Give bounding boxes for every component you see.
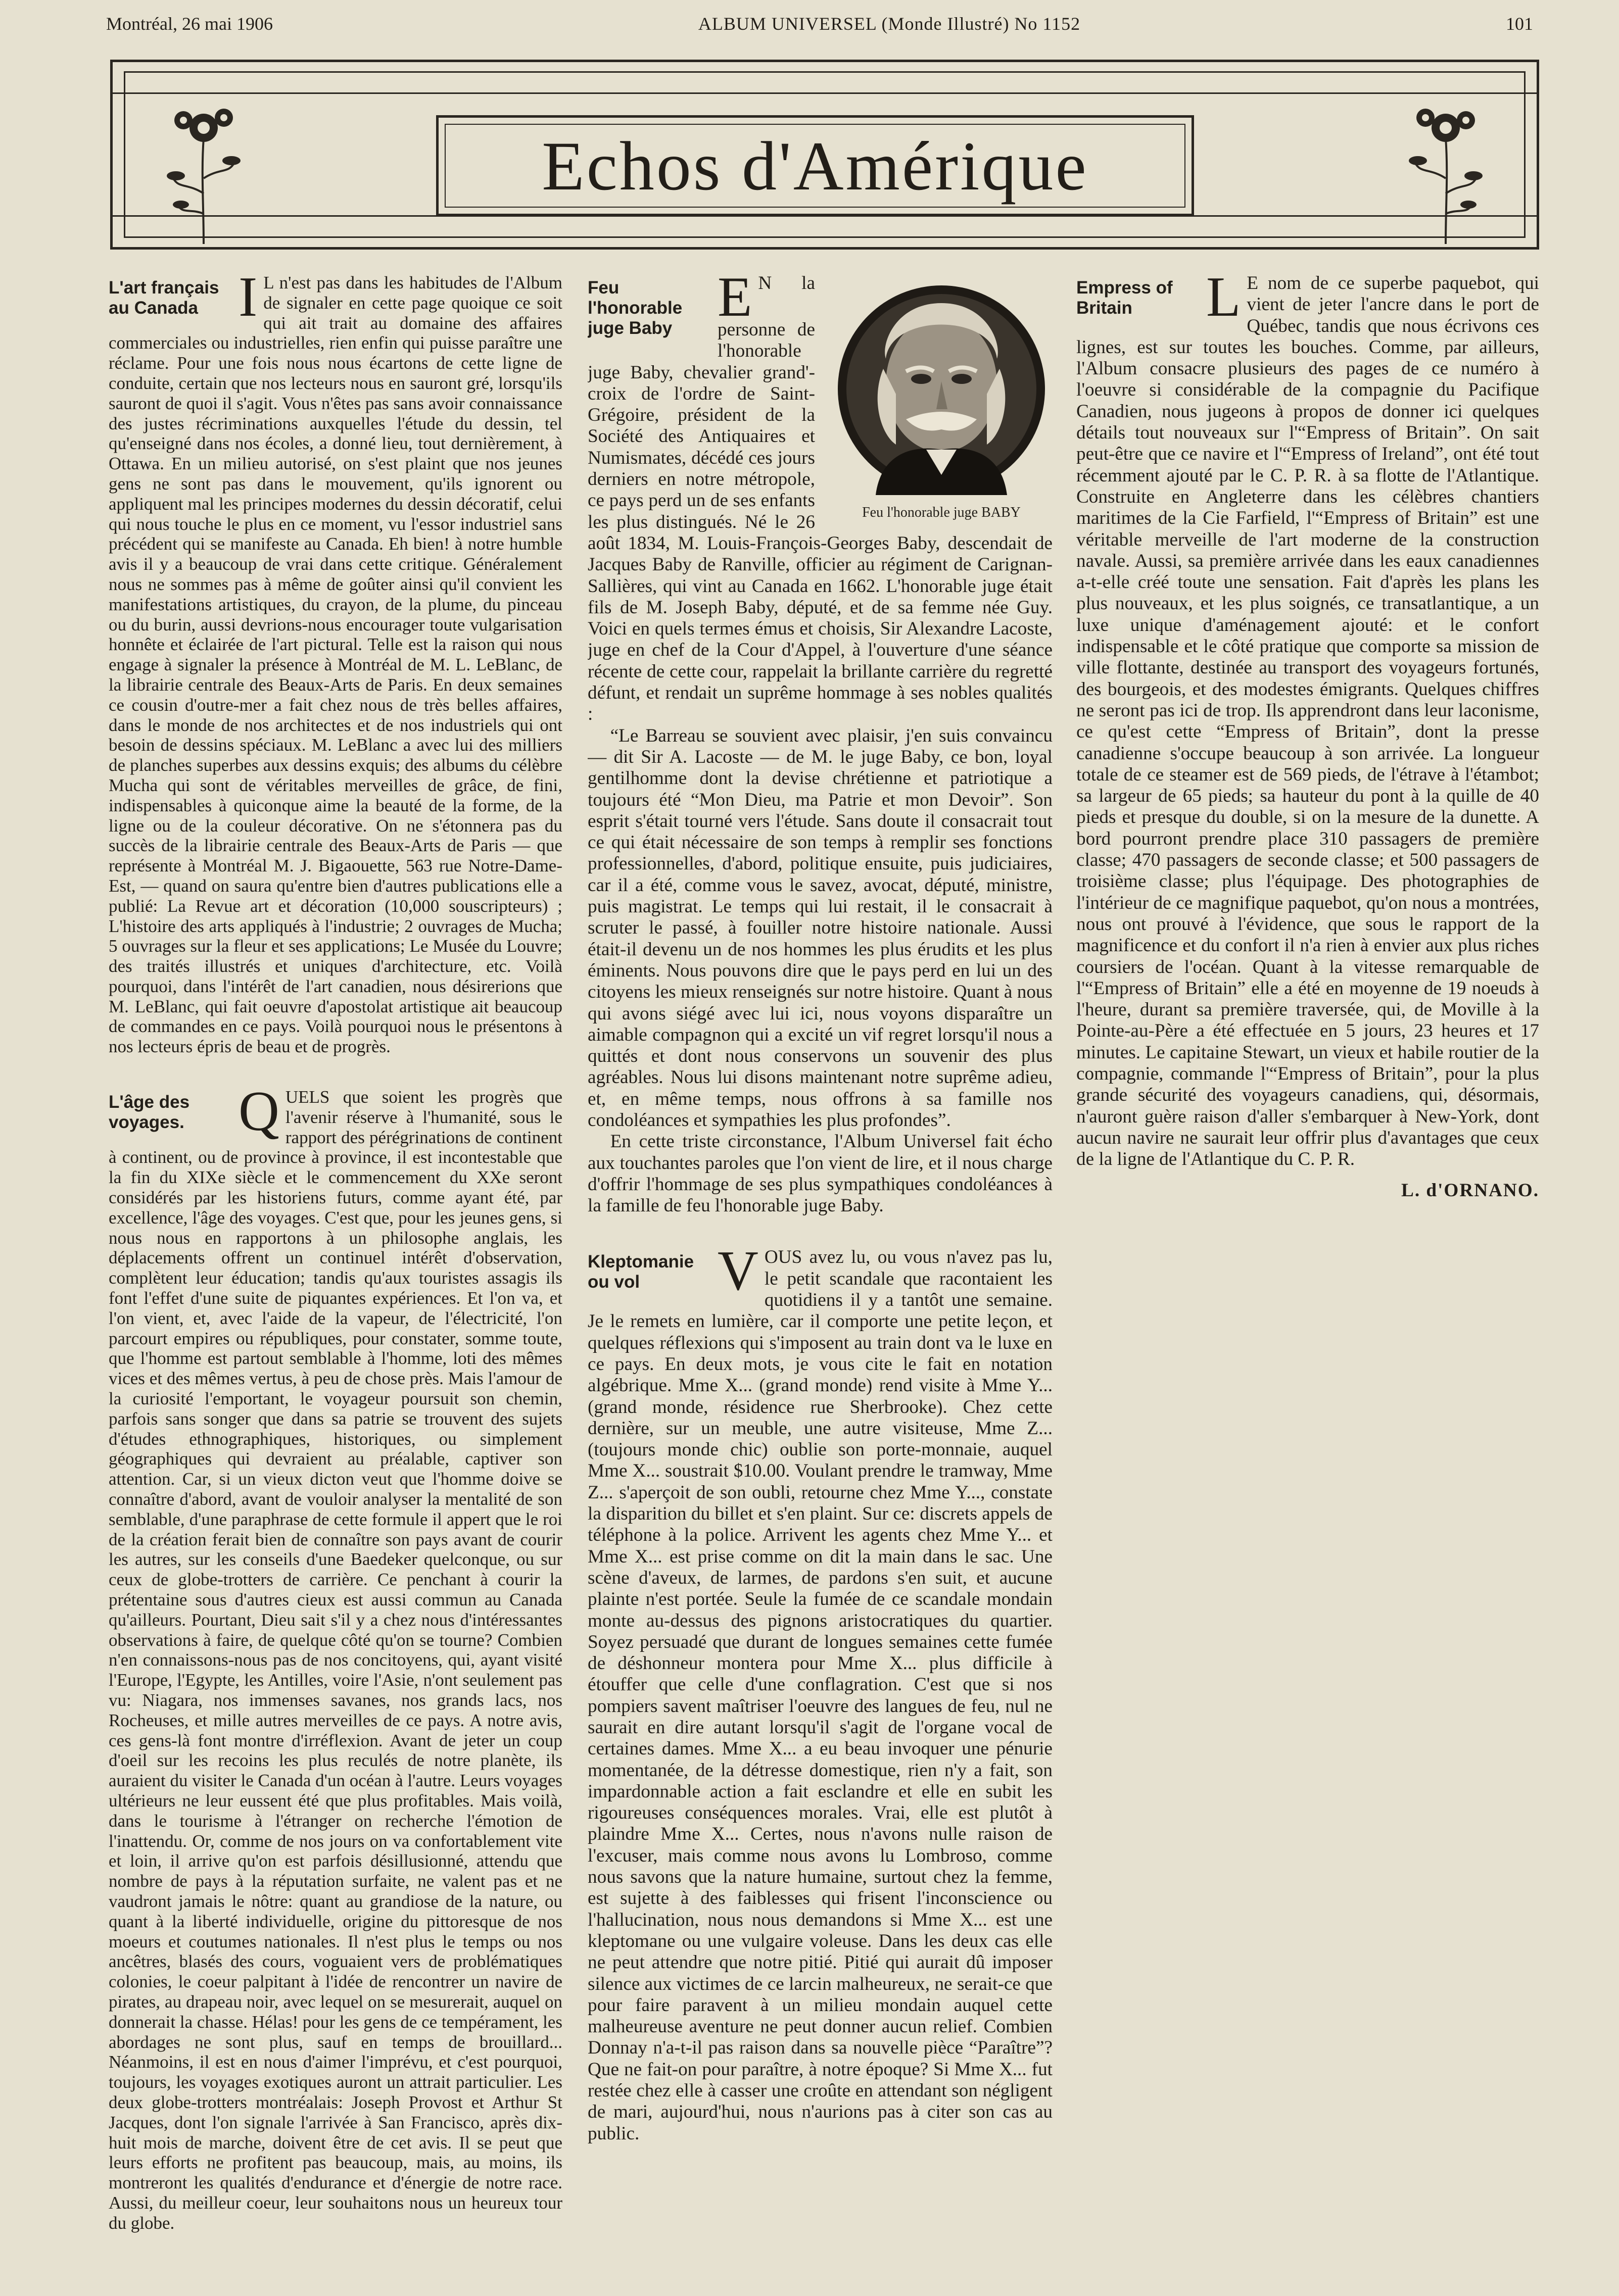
portrait-caption: Feu l'honorable juge BABY <box>862 505 1021 520</box>
article-paragraph: OUS avez lu, ou vous n'avez pas lu, le petit scandale que racontaient les quotidiens il y a tantôt une semaine. Je le remets en lumière, car il comporte une petite leçon, et quelques réflexions qui s'imposent au train dont va le luxe en ce pays. En deux mots, je vous cite le fait en notation algébrique. Mme X... (grand monde) rend visite à Mme Y... (grand monde, résidence rue Sherbrooke). Chez cette dernière, sur un meuble, une autre visiteuse, Mme Z... (toujours monde chic) oublie son porte-monnaie, auquel Mme X... soustrait $10.00. Voulant prendre le tramway, Mme Z... s'aperçoit de son oubli, retourne chez Mme Y..., constate la disparition du billet et s'en plaint. Sur ce: discrets appels de téléphone à la police. Arrivent les agents chez Mme Y... et Mme X... est prise comme on dit la main dans le sac. Une scène d'aveux, de larmes, de pardons s'en suit, et aucune plainte n'est portée. Seule la fumée de ce scandale mondain monte au-dessus des pignons aristocratiques du quartier. Soyez persuadé que durant de longues semaines cette fumée de déshonneur montera pour Mme X... plus difficile à étouffer que celle d'une conflagration. C'est que si nos pompiers savent maîtriser l'oeuvre des langues de feu, nul ne saurait en dire autant lorsqu'il s'agit de l'organe vocal de certaines dames. Mme X... a eu beau invoquer une pénurie momentanée, de la détresse domestique, rien n'y a fait, son impardonnable action a fait esclandre et elle en subit les rigoureuses conséquences morales. Vrai, elle est plutôt à plaindre Mme X... Certes, nous n'avons nulle raison de l'excuser, mais comme nous avons lu Lombroso, comme nous savons que la nature humaine, surtout chez la femme, est sujette à des faiblesses qui frisent l'inconscience ou l'hallucination, nous nous demandons si Mme X... est une kleptomane ou une vulgaire voleuse. Dans les deux cas elle ne peut attendre que notre pitié. Pitié qui aurait dû imposer silence aux victimes de ce larcin malheureux, ne serait-ce que pour faire paravent à un milieu mondain auquel cette malheureuse aventure ne peut donner aucun relief. Combien Donnay n'a-t-il pas raison dans sa nouvelle pièce “Paraître”? Que ne fait-on pour paraître, à notre époque? Si Mme X... fut restée chez elle à casser une croûte en attendant son négligent de mari, aujourd'hui, nous n'aurions pas à citer son cas au public. <box>588 1247 1053 2144</box>
column-1 <box>109 273 562 2233</box>
page-title: Echos d'Amérique <box>542 127 1088 205</box>
portrait-image <box>835 283 1047 495</box>
column-2 <box>588 273 1053 2144</box>
article-paragraph: “Le Barreau se souvient avec plaisir, j'en suis convaincu — dit Sir A. Lacoste — de M. le juge Baby, ce bon, loyal gentilhomme dont la devise chrétienne et patriotique a toujours été “Mon Dieu, ma Patrie et mon Devoir”. Son esprit s'était tourné vers l'étude. Sans doute il consacrait tout ce qui était nécessaire de son temps à remplir ses fonctions professionnelles, d'abord, politique ensuite, puis judiciaires, car il a été, comme vous le savez, avocat, député, ministre, puis magistrat. Le temps qui lui restait, il le consacrait à scruter le passé, à fouiller notre histoire nationale. Aussi était-il devenu un de nos hommes les plus érudits et les plus éminents. Nous pouvons dire que le pays perd en lui un des citoyens les mieux renseignés sur notre histoire. Quant à nous qui avons siégé avec lui ici, nous voyons disparaître un aimable compagnon qui a excité un vif regret lorsqu'il nous a quittés et dont nous conservons un souvenir des plus agréables. Nous lui disons maintenant notre suprême adieu, et, en même temps, nous offrons à sa famille nos condoléances et sympathies les plus profondes”. <box>588 725 1053 1131</box>
article-paragraph: UELS que soient les progrès que l'avenir réserve à l'humanité, sous le rapport des pérégrinations de continent à continent, ou de province à province, il est incontestable que la fin du XIXe siècle et le commencement du XXe seront considérés par les historiens futurs, comme ayant été, par excellence, l'âge des voyages. C'est que, pour les jeunes gens, si nous nous en rapportons à un philosophe anglais, les déplacements offrent un continuel intérêt d'observation, complètent leur éducation; tandis qu'aux touristes assagis ils font l'effet d'une suite de piquantes expériences. Et l'on va, et l'on vient, et, avec l'aide de la vapeur, de l'électricité, l'on parcourt empires ou républiques, pour constater, somme toute, que l'homme est partout semblable à l'homme, loti des mêmes vices et des mêmes vertus, à peu de chose près. Mais l'amour de la curiosité l'emportant, le voyageur poursuit son chemin, parfois sans songer que dans sa patrie se trouvent des sujets d'études ethnographiques, historiques, ou simplement géographiques qui devraient au préalable, captiver son attention. Car, si un vieux dicton veut que l'homme doive se connaître d'abord, avant de vouloir analyser la mentalité de son semblable, d'une paraphrase de cette formule il appert que le roi de la création ferait bien de connaître son pays avant de courir les autres, sur les conseils d'une Baedeker quelconque, ou sur ceux de globe-trotters de carrière. Ce penchant à courir la prétentaine sous d'autres cieux est aussi commun au Canada qu'ailleurs. Pourtant, Dieu sait s'il y a chez nous d'intéressantes observations à faire, de quelque côté qu'on se tourne? Combien n'en connaissons-nous pas de nos concitoyens, qui, ayant visité l'Europe, l'Egypte, les Antilles, voire l'Asie, n'ont seulement pas vu: Niagara, nos immenses savanes, nos grands lacs, nos Rocheuses, et mille autres merveilles de ce pays. A notre avis, ces gens-là font montre d'irréflexion. Avant de jeter un coup d'oeil sur les recoins les plus reculés de notre planète, ils auraient du visiter le Canada d'un océan à l'autre. Leurs voyages ultérieurs ne leur eussent été que plus profitables. Mais voilà, dans le tourisme à l'étranger on recherche l'émotion de l'inattendu. Or, comme de nos jours on va confortablement vite et loin, il arrive qu'on est parfois désillusionné, attendu que nombre de pays à la réputation surfaite, ne valent pas et ne vaudront jamais le nôtre: quant au grandiose de la nature, ou quant à la liberté individuelle, origine du pittoresque de nos moeurs et coutumes nationales. Il n'est plus le temps ou nos ancêtres, blasés des cours, voguaient vers de problématiques colonies, le coeur palpitant à l'idée de rencontrer un navire de pirates, au drapeau noir, avec lequel on se mesurerait, auquel on donnerait la chasse. Hélas! pour les gens de ce tempérament, les abordages ne sont plus, sauf en temps de brouillard... Néanmoins, il est en nous d'aimer l'imprévu, et c'est pourquoi, toujours, les voyages exotiques auront un attrait particulier. Les deux globe-trotters montréalais: Joseph Provost et Arthur St Jacques, dont l'on signale l'arrivée à San Francisco, après dix-huit mois de marche, doivent être de cet avis. Il se peut que leurs efforts ne profitent pas beaucoup, mais, au moins, ils montreront les qualités d'endurance et d'énergie de notre race. Aussi, du meilleur coeur, leur souhaitons nous un heureux tour du globe. <box>109 1087 562 2233</box>
article-paragraph: En cette triste circonstance, l'Album Universel fait écho aux touchantes paroles que l'on vient de lire, et il nous charge d'offrir l'hommage de ses plus sympathiques condoléances à la famille de feu l'honorable juge Baby. <box>588 1131 1053 1216</box>
running-header <box>106 11 1533 36</box>
author-signature: L. d'ORNANO. <box>1401 1180 1539 1201</box>
banner-rule <box>113 92 1537 94</box>
article-heading: Kleptomanie ou vol <box>588 1252 694 1292</box>
article-age-des-voyages <box>109 1087 562 2233</box>
portrait-figure <box>830 283 1053 521</box>
column-3 <box>1076 273 1539 1202</box>
title-box <box>436 115 1194 216</box>
article-heading: Feu l'honorable juge Baby <box>588 278 683 338</box>
article-heading: L'âge des voyages. <box>109 1092 190 1133</box>
article-paragraph: E nom de ce superbe paquebot, qui vient de jeter l'ancre dans le port de Québec, tandis que nous écrivons ces lignes, est sur toutes les bouches. Comme, par ailleurs, l'Album consacre plusieurs des pages de ce numéro à l'oeuvre si considérable de la compagnie du Pacifique Canadien, nous jugeons à propos de donner ici quelques détails tout nouveaux sur l'“Empress of Britain”. On sait peut-être que ce navire et l'“Empress of Ireland”, ont été tout récemment ajouté par le C. P. R. à sa flotte de l'Atlantique. Construite en Angleterre dans les célèbres chantiers maritimes de la Cie Farfield, l'“Empress of Britain” est une véritable merveille de l'art moderne de la construction navale. Aussi, sa première arrivée dans les eaux canadiennes a-t-elle créé toute une sensation. Fait d'après les plans les plus nouveaux, et les plus soignés, ce transatlantique, a un luxe unique d'aménagement ajouté: et le confort indispensable et le côté pratique que comporte sa mission de ville flottante, destinée au transport des voyageurs fortunés, des bourgeois, et des modestes émigrants. Quelques chiffres ne seront pas ici de trop. Ils apprendront dans leur laconisme, ce qu'est cette “Empress of Britain”, dont la presse canadienne s'occupe beaucoup à son arrivée. La longueur totale de ce steamer est de 569 pieds, de l'étrave à l'étambot; sa largeur de 65 pieds; sa hauteur du pont à la quille de 40 pieds et presque du double, si on la mesure de la dunette. A bord pourront prendre place 310 passagers de première classe; 470 passagers de seconde classe; et 500 passagers de troisième classe; plus l'équipage. Des photographies de l'intérieur de ce magnifique paquebot, qu'on nous a montrées, nous ont prouvé à l'évidence, que sous le rapport de la magnificence et du confort il n'a rien à envier aux plus riches coursiers de l'océan. Quant à la vitesse remarquable de l'“Empress of Britain” elle a été en moyenne de 19 noeuds à l'heure, durant sa première traversée, qui, de Moville à la Pointe-au-Père a été effectuée en 5 jours, 23 heures et 17 minutes. Le capitaine Stewart, un vieux et habile routier de la compagnie, commande l'“Empress of Britain”, pour la plus grande sécurité des voyageurs canadiens, qui, désormais, n'auront guère raison d'aller s'embarquer à New-York, dont aucun navire ne saurait leur offrir plus d'avantages que ceux de la ligne de l'Atlantique du C. P. R. <box>1076 273 1539 1170</box>
article-heading: L'art français au Canada <box>109 278 219 318</box>
article-empress-of-britain <box>1076 273 1539 1202</box>
drop-cap: I <box>239 273 258 328</box>
header-page-number: 101 <box>1506 14 1533 34</box>
article-kleptomanie <box>588 1247 1053 2144</box>
article-paragraph: L n'est pas dans les habitudes de l'Album de signaler en cette page quoique ce soit qui ait trait au domaine des affaires commerciales ou industrielles, rien enfin qui puisse paraître une réclame. Pour une fois nous nous écartons de cette ligne de conduite, certain que nos lecteurs nous en sauront gré, lorsqu'ils sauront de quoi il s'agit. Vous n'êtes pas sans avoir connaissance des justes récriminations auxquelles l'étude du dessin, tel qu'enseigné dans nos écoles, a donné lieu, tout dernièrement, à Ottawa. En un milieu autorisé, on s'est plaint que nos jeunes gens ne sont pas dans le mouvement, qu'ils ignorent ou appliquent mal les principes modernes du dessin décoratif, celui qui nous touche le plus en ce moment, vu l'essor industriel sans précédent qui se manifeste au Canada. Eh bien! à notre humble avis il y a beaucoup de vrai dans cette critique. Généralement nous ne sommes pas à même de goûter ainsi qu'il convient les manifestations artistiques, du crayon, de la plume, du pinceau ou du burin, aussi devrions-nous encourager toute vulgarisation honnête et éclairée de l'art pictural. Telle est la raison qui nous engage à signaler la présence à Montréal de M. L. LeBlanc, de la librairie centrale des Beaux-Arts de Paris. En deux semaines ce cousin d'outre-mer a fait chez nous de très belles affaires, dans le monde de nos architectes et de nos industriels qui ont besoin de dessins spéciaux. M. LeBlanc a avec lui des milliers de planches superbes aux dessins exquis; des albums du célèbre Mucha qui sont de véritables merveilles de grâce, de fini, indispensables à quiconque aime la beauté de la forme, de la ligne ou de la couleur décorative. On ne s'étonnera pas du succès de la librairie centrale des Beaux-Arts de Paris — que représente à Montréal M. J. Bigaouette, 563 rue Notre-Dame-Est, — quand on saura qu'entre bien d'autres publications elle a publié: La Revue art et décoration (10,000 souscripteurs) ; L'histoire des arts appliqués à l'industrie; 2 ouvrages de Mucha; 5 ouvrages sur la fleur et ses applications; Le Musée du Louvre; des traités illustrés et uniques d'architecture, etc. Voilà pourquoi, dans l'intérêt de l'art canadien, nous désirerions que M. LeBlanc, qui fait oeuvre d'apostolat artistique ait beaucoup de commandes en ce pays. Voilà pourquoi nous le présentons à nos lecteurs épris de beau et de progrès. <box>109 273 562 1057</box>
drop-cap: Q <box>239 1087 279 1143</box>
drop-cap: L <box>1206 273 1241 328</box>
flower-ornament-right <box>1405 92 1486 244</box>
header-place-date: Montréal, 26 mai 1906 <box>106 14 273 34</box>
drop-cap: V <box>718 1247 758 1303</box>
drop-cap: E <box>718 273 752 328</box>
article-heading: Empress of Britain <box>1076 278 1173 318</box>
article-art-francais <box>109 273 562 1057</box>
article-juge-baby <box>588 273 1053 1216</box>
section-banner <box>110 60 1539 250</box>
article-paragraph: N la personne de l'honorable juge Baby, chevalier grand'-croix de l'ordre de Saint-Grégoire, président de la Société des Antiquaires et Numismates, décédé ces jours derniers en notre métropole, ce pays perd un de ses enfants les plus distingués. Né le 26 août 1834, M. Louis-François-Georges Baby, descendait de Jacques Baby de Ranville, officier au régiment de Carignan-Sallières, qui vint au Canada en 1662. L'honorable juge était fils de M. Joseph Baby, député, et de sa femme née Guy. Voici en quels termes émus et choisis, Sir Alexandre Lacoste, juge en chef de la Cour d'Appel, à l'ouverture d'une séance récente de cette cour, rappelait la brillante carrière du regretté défunt, et rendait un suprême hommage à ses nobles qualités : <box>588 273 1053 725</box>
flower-ornament-left <box>163 92 244 244</box>
header-publication: ALBUM UNIVERSEL (Monde Illustré) No 1152 <box>698 14 1081 34</box>
